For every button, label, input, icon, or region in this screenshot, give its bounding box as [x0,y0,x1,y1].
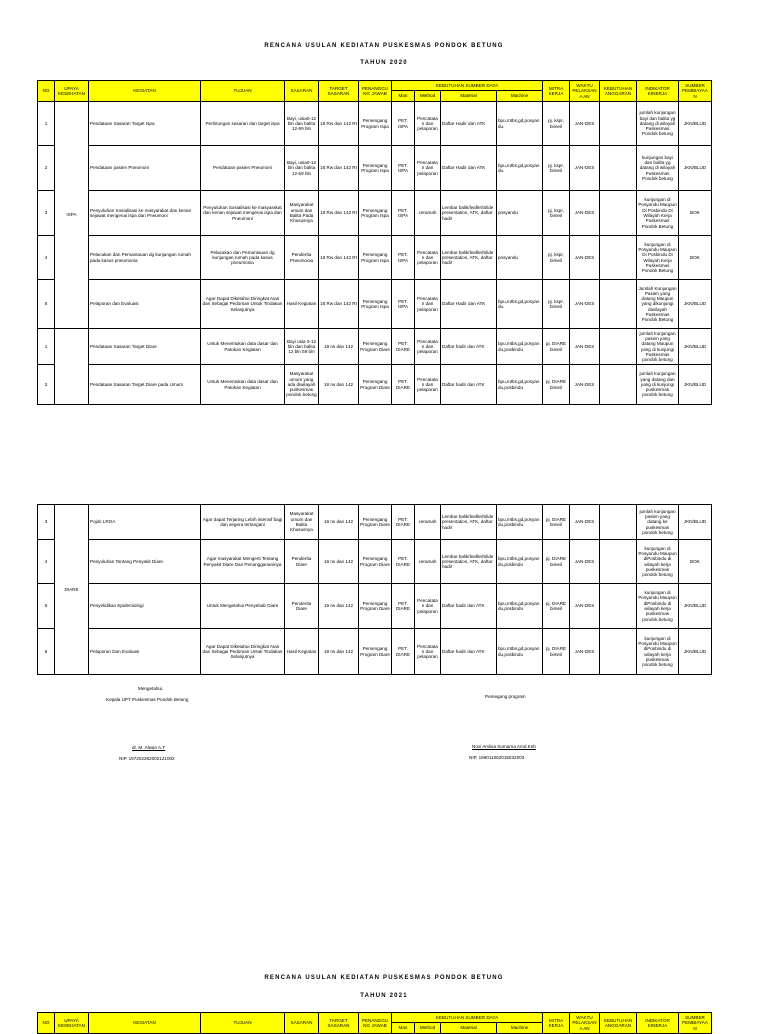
cell-mitra: pj. kspr, bimeil [543,146,570,191]
cell-kegiatan: Pendataan Sasaran Target Diare pada Umum [89,365,201,405]
cell-tujuan: Agar Dapat Diketahui Diringkat Atas dan Sebagai Pedoman Untuk Tindakan Selanjutnya [201,629,285,675]
cell-kegiatan: Penyuluhan Sosialisasi ke masyarakat dan kenan sejawat mengenai ispa dan Pneumoni [89,191,201,236]
cell-no: 3 [38,191,55,236]
cell-machine: posyandu [497,236,543,280]
col-kegiatan: KEGIATAN [89,1013,201,1034]
cell-mitra: pj. kspr, bimeil [543,280,570,329]
cell-pj: Pemengang Program Diare [359,505,392,540]
col-pj: PENANGGU NG JAWAB [359,1013,392,1034]
cell-method: Pencatatan dan pelaporan [415,584,441,629]
col-method: Method [415,1023,441,1034]
col-sumber: SUMBER PEMBIAYAA N [679,81,712,102]
cell-kegiatan: Pendataan Sasaran Target Ispa [89,102,201,146]
cell-indikator: kunjungan di Posyandu Maupun diPosbindu di wilayah kerja puskesmas pondok betung [637,629,679,675]
col-mitra: MITRA KERJA [543,1013,570,1034]
cell-target: 18 Rw dan 142 Rt [319,102,359,146]
cell-pj: Pemengang Program Diare [359,584,392,629]
cell-tujuan: Untuk Menentukan data dasar dan Patokan Kegiatan [201,365,285,405]
cell-machine: bpu,mtbs,gd,posyan du,posbindu [497,629,543,675]
col-kebutuhan: KEBUTUHAN ANGGARAN [600,81,637,102]
col-machine: Machine [497,91,543,102]
cell-man: PET. DIARE [392,584,415,629]
cell-waktu: JAN-DES [570,329,600,365]
cell-machine: posyandu [497,191,543,236]
cell-kegiatan: Pendataan Sasaran Target Diare [89,329,201,365]
cell-man: PET. ISPA [392,280,415,329]
cell-indikator: jumlah kunjungan yang datang dan yang di kunjungi puskesmas pondok betung [637,365,679,405]
cell-material: Lembar balik/leaflet/Slide presentation, ATK, daftar hadir [441,191,497,236]
cell-method: ceramah [415,191,441,236]
cell-material: Daftar hadir dan ATK [441,629,497,675]
cell-material: Lembar balik/leaflet/Slide presentation, ATK, daftar hadir [441,236,497,280]
cell-kebutuhan [600,280,637,329]
cell-waktu: JAN-DES [570,505,600,540]
cell-mitra: pj. DIARE bimeil [543,584,570,629]
cell-method: Pencatatan dan pelaporan [415,102,441,146]
col-indikator: INDIKATOR KINERJA [637,81,679,102]
cell-material: Lembar balik/leaflet/Slide presentation, ATK, daftar hadir [441,540,497,584]
cell-mitra: pj. kspr, bimeil [543,102,570,146]
cell-method: ceramah [415,540,441,584]
cell-indikator: kunjungan di Posyandu Maupun Di Posbindu Di Wilayah Kerja Puskesmas Pondok Betung [637,236,679,280]
table-row [38,280,712,329]
col-sasaran: SASARAN [285,1013,319,1034]
cell-target: 18 rw dan 142 [319,505,359,540]
col-tujuan: TUJUAN [201,81,285,102]
cell-upaya: DIARE [55,505,89,675]
cell-target: 18 rw dan 142 [319,540,359,584]
cell-sasaran: Hasil Kegiatan [285,280,319,329]
cell-kebutuhan [600,629,637,675]
cell-kebutuhan [600,191,637,236]
cell-sasaran: Bayi usia 0-12 bln dan balita 12 bln 59 bln [285,329,319,365]
cell-man: PET. DIARE [392,629,415,675]
cell-kegiatan: Penyuluhan Tentang Penyakit Diare [89,540,201,584]
cell-kegiatan: Pelaporan Dan Evaluasi [89,629,201,675]
kepala-nip: NIP. 197202282002121002 [119,756,175,761]
kepala-name [132,745,165,750]
cell-material: Daftar hadir dan ATK [441,584,497,629]
col-indikator: INDIKATOR KINERJA [637,1013,679,1034]
pemegang-name [472,744,536,749]
kepala-label: Kepala UPT Puskesmas Pondok Betung [106,697,189,702]
col-ksd: KEBUTUHAN SUMBER DAYA [392,1013,543,1023]
cell-waktu: JAN-DES [570,365,600,405]
cell-target: 18 rw dan 142 [319,365,359,405]
table-header-row [38,81,712,91]
cell-tujuan: Pendataan pasien Pneumoni [201,146,285,191]
cell-target: 19 rw dan 142 [319,584,359,629]
cell-mitra: pj. DIARE bimeil [543,540,570,584]
cell-material: Daftar Hadir dan ATK [441,146,497,191]
col-kebutuhan: KEBUTUHAN ANGGARAN [600,1013,637,1034]
col-tujuan: TUJUAN [201,1013,285,1034]
cell-sumber: JKN/BLUD [679,629,712,675]
cell-tujuan: Untuk Menentukan data dasar dan Patokan Kegiatan [201,329,285,365]
cell-kegiatan: Pojok LROA [89,505,201,540]
cell-target: 18 rw dan 142 [319,629,359,675]
cell-target: 18 rw dan 142 [319,329,359,365]
cell-tujuan: Untuk Mengetahui Penyebab Diare [201,584,285,629]
cell-machine: bpu,mtbs,gd,posyan du. [497,280,543,329]
cell-tujuan: Agar Dapat Diketahui Diringkat Atas dan Sebagai Pedoman Untuk Tindakan Selanjutnya [201,280,285,329]
cell-waktu: JAN-DES [570,540,600,584]
cell-no: 2 [38,146,55,191]
cell-pj: Pemengang Program Ispa [359,236,392,280]
cell-waktu: JAN-DES [570,191,600,236]
cell-man: PET. ISPA [392,236,415,280]
cell-machine: bpu,mtbs,gd,posyan du,posbindu [497,505,543,540]
col-material: Material [441,91,497,102]
cell-sasaran: Penderita Pneumonia [285,236,319,280]
cell-sumber: JKN/BLUD [679,280,712,329]
table-header-row [38,1013,712,1023]
cell-indikator: jumlah kunjungan pasien yang datang Maupun yang di kunjungi Puskesmas pondok betung [637,329,679,365]
cell-sasaran: Penderita Diare [285,540,319,584]
cell-mitra: pj. kspr, bimeil [543,191,570,236]
cell-pj: Pemengang Program Diare [359,540,392,584]
col-no: NO [38,1013,55,1034]
cell-indikator: Jumlah Kunjungan Pasien yang datang Maupun yang dikunjungi diwilayah Puskesmas Pondok Betung [637,280,679,329]
col-target: TARGET SASARAN [319,1013,359,1034]
cell-man: PET. ISPA [392,191,415,236]
table-row [38,236,712,280]
cell-sasaran: Penderita Diare [285,584,319,629]
cell-kegiatan: Pendataan pasien Pneumoni [89,146,201,191]
doc-title-2021: RENCANA USULAN KEDIATAN PUSKESMAS PONDOK BETUNG [264,975,504,981]
table-row [38,102,712,146]
cell-sasaran: Masyarakat umum dan Balita Khususnya [285,505,319,540]
cell-man: PET. ISPA [392,102,415,146]
cell-pj: Pemengang Program Ispa [359,102,392,146]
cell-kebutuhan [600,505,637,540]
cell-indikator: kunjungan di Posyandu Maupun Di Posbindu Di Wilayah Kerja Puskesmas Pondok Betung [637,191,679,236]
cell-method: Pencatatan dan pelaporan [415,146,441,191]
table-row [38,329,712,365]
cell-mitra: pj. DIARE bimeil [543,629,570,675]
table-row [38,629,712,675]
cell-method: Pencatatan dan pelaporan [415,280,441,329]
cell-waktu: JAN-DES [570,629,600,675]
pemegang-nip: NIP. 199011062015032003 [469,755,525,760]
doc-year-2021: TAHUN 2021 [360,993,408,999]
cell-sasaran: Masyarakat umum dan Balita Pada Khususnya [285,191,319,236]
cell-method: Pencatatan dan pelaporan [415,329,441,365]
cell-kebutuhan [600,584,637,629]
cell-material: Daftar hadir dan ATK [441,365,497,405]
cell-no: 5 [38,584,55,629]
cell-indikator: kunjungan di Posyandu Maupun diPosbindu di wilayah kerja puskesmas pondok betung [637,540,679,584]
cell-sasaran: Bayi, usia0-12 bln dan balita 12-59 bln [285,102,319,146]
cell-waktu: JAN-DES [570,102,600,146]
cell-kegiatan: Pelaporan dan Evaluasi [89,280,201,329]
col-machine: Machine [497,1023,543,1034]
cell-man: PET. DIARE [392,329,415,365]
cell-man: PET. DIARE [392,540,415,584]
cell-kebutuhan [600,329,637,365]
cell-tujuan: Pelacakan dan Pemantauan dg kunjungan rumah pada kasus pneumonia [201,236,285,280]
col-waktu: WAKTU PELAKSANA AN [570,1013,600,1034]
col-target: TARGET SASARAN [319,81,359,102]
doc-year-2020: TAHUN 2020 [360,60,408,66]
cell-sumber: JKN/BLUD [679,329,712,365]
cell-pj: Pemengang Program Ispa [359,146,392,191]
cell-target: 18 Rw dan 142 Rt [319,236,359,280]
col-upaya: UPAYA KESEHATAN [55,81,89,102]
cell-sumber: BOK [679,191,712,236]
pemegang-name-text: Novi Amlisa Sumarna Amd.Keb [472,744,536,749]
cell-machine: bpu,mtbs,gd,posyan du,posbindu [497,365,543,405]
cell-mitra: pj. DIARE bimeil [543,365,570,405]
cell-method: Pencatatan dan pelaporan [415,236,441,280]
cell-machine: bpu,mtbs,gd,posyan du,posbindu [497,540,543,584]
cell-upaya [55,329,89,405]
cell-method: Pencatatan dan pelaporan [415,629,441,675]
cell-sumber: JKN/BLUD [679,102,712,146]
cell-pj: Pemengang Program Diare [359,629,392,675]
col-waktu: WAKTU PELAKSANA AN [570,81,600,102]
cell-no: 3 [38,505,55,540]
cell-kebutuhan [600,540,637,584]
cell-mitra: pj. kspr, bimeil [543,236,570,280]
col-man: Man [392,91,415,102]
cell-kebutuhan [600,146,637,191]
cell-sumber: JKN/BLUD [679,505,712,540]
col-upaya: UPAYA KESEHATAN [55,1013,89,1034]
cell-material: Daftar Hadir dan ATK [441,280,497,329]
cell-waktu: JAN-DES [570,280,600,329]
col-method: Method [415,91,441,102]
cell-method: Pencatatan dan pelaporan [415,365,441,405]
col-sumber: SUMBER PEMBIAYAA N [679,1013,712,1034]
cell-mitra: pj. DIARE bimeil [543,329,570,365]
cell-material: Lembar balik/leaflet/Slide presentation, ATK, daftar hadir [441,505,497,540]
cell-machine: bpu,mtbs,gd,posyan du. [497,146,543,191]
col-sasaran: SASARAN [285,81,319,102]
cell-waktu: JAN-DES [570,146,600,191]
cell-mitra: pj. DIARE bimeil [543,505,570,540]
cell-method: ceramah [415,505,441,540]
cell-no: 5 [38,280,55,329]
cell-tujuan: Penyuluhan Sosialisasi ke masyarakat dan kenan sejawat mengenai ispa dan Pneumoni [201,191,285,236]
cell-man: PET. DIARE [392,505,415,540]
cell-sumber: BOK [679,540,712,584]
cell-tujuan: Agar dapat Terjaring Lebih intensif bagi dan segera tertangani [201,505,285,540]
cell-material: Daftar Hadir dan ATK [441,102,497,146]
col-pj: PENANGGU NG JAWAB [359,81,392,102]
cell-tujuan: Agar masyarakat Mengerti Tentang Penyakit Diare Dan Penanggananinya [201,540,285,584]
cell-waktu: JAN-DES [570,584,600,629]
cell-pj: Pemengang Program Ispa [359,280,392,329]
cell-kebutuhan [600,102,637,146]
cell-sumber: BOK [679,236,712,280]
col-no: NO [38,81,55,102]
cell-kegiatan: Penyelidikan Epidemiologi [89,584,201,629]
plan-table-2020 [37,80,712,405]
table-row [38,146,712,191]
col-kegiatan: KEGIATAN [89,81,201,102]
cell-no: 6 [38,629,55,675]
table-row [38,584,712,629]
table-row [38,505,712,540]
col-ksd: KEBUTUHAN SUMBER DAYA [392,81,543,91]
cell-kebutuhan [600,365,637,405]
cell-target: 18 Rw dan 142 Rt [319,191,359,236]
cell-tujuan: Perhitungan sasaran dan target ispa [201,102,285,146]
cell-target: 18 Rw dan 142 Rt [319,280,359,329]
cell-sasaran: Hasil Kegiatan [285,629,319,675]
cell-sumber: JKN/BLUD [679,365,712,405]
cell-no: 1 [38,329,55,365]
cell-kebutuhan [600,236,637,280]
cell-target: 18 Rw dan 142 Rt [319,146,359,191]
cell-sasaran: Bayi, usia0-12 bln dan balita 12-59 bln [285,146,319,191]
cell-pj: Pemengang Program Diare [359,329,392,365]
cell-machine: bpu,mtbs,gd,posyan du,posbindu [497,329,543,365]
table-row [38,191,712,236]
col-man: Man [392,1023,415,1034]
cell-sasaran: Masyarakat umum yang ada diwilayah puskesmas pondok betung [285,365,319,405]
cell-no: 4 [38,540,55,584]
col-mitra: MITRA KERJA [543,81,570,102]
col-material: Material [441,1023,497,1034]
doc-title-2020: RENCANA USULAN KEDIATAN PUSKESMAS PONDOK BETUNG [264,43,504,49]
cell-indikator: jumlah kunjungan pasien yang datang ke puskesmas pondok betung [637,505,679,540]
cell-man: PET. DIARE [392,365,415,405]
cell-no: 2 [38,365,55,405]
plan-table-2020-cont [37,504,712,675]
cell-pj: Pemengang Program Diare [359,365,392,405]
cell-indikator: jumlah kunjungan bayi dan balita yg datang di wilayah Puskesmas Pondok betung [637,102,679,146]
plan-table-2021 [37,1012,712,1034]
cell-indikator: kunjungan bayi dan balita yg datang di wilayah Puskesmas Pondok betung [637,146,679,191]
cell-indikator: kunjungan di Posyandu Maupun diPosbindu di wilayah kerja puskesmas pondok betung [637,584,679,629]
cell-kegiatan: Pelacakan dan Pemantauan dg kunjungan rumah pada kasus pneumonia [89,236,201,280]
cell-waktu: JAN-DES [570,236,600,280]
kepala-name-text: dr. M. Alwan A.T [132,745,166,750]
mengetahui-label: Mengetahui, [138,686,164,691]
cell-sumber: JKN/BLUD [679,584,712,629]
pemegang-label: Pemegang program [485,694,526,699]
cell-no: 4 [38,236,55,280]
cell-machine: bpu,mtbs,gd,posyan du,posbindu [497,584,543,629]
cell-sumber: JKN/BLUD [679,146,712,191]
table-row [38,365,712,405]
cell-no: 1 [38,102,55,146]
cell-machine: bpu,mtbs,gd,posyan du. [497,102,543,146]
cell-man: PET. ISPA [392,146,415,191]
table-row [38,540,712,584]
cell-pj: Pemengang Program Ispa [359,191,392,236]
cell-material: Daftar hadir dan ATK [441,329,497,365]
cell-upaya: ISPA [55,102,89,329]
